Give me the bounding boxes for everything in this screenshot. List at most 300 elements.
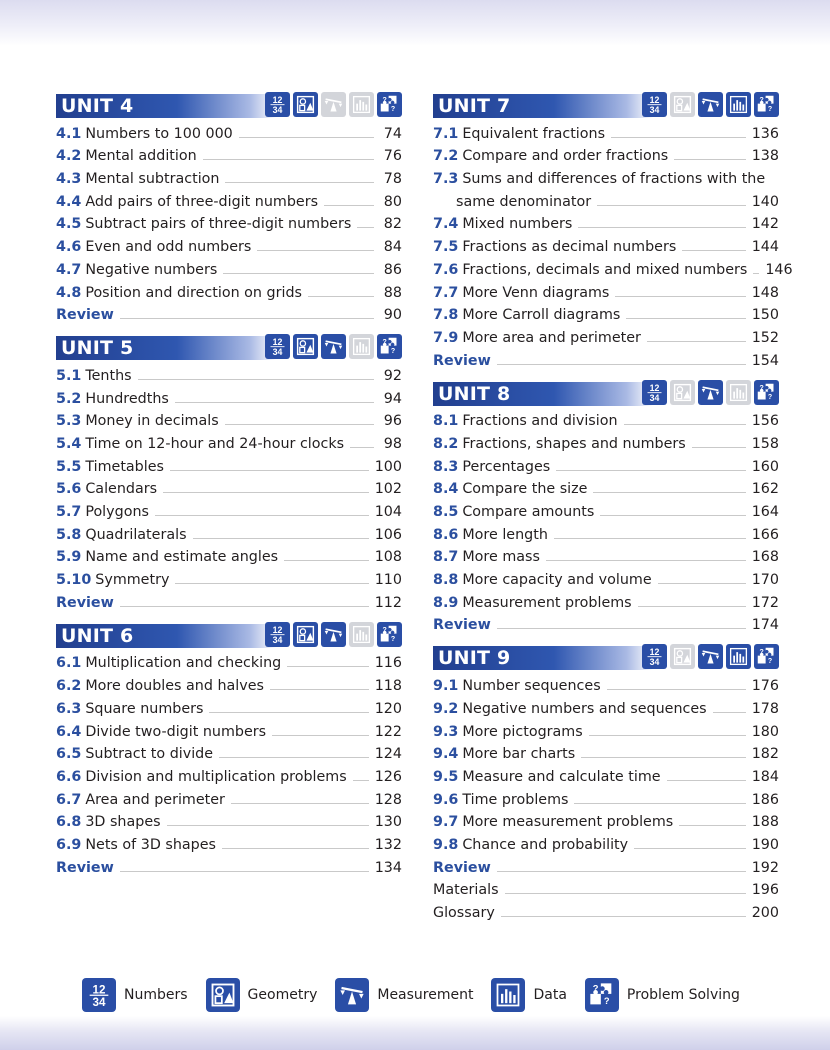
dot-leader — [505, 893, 746, 894]
page-number: 148 — [751, 284, 779, 301]
toc-entry[interactable] — [56, 741, 402, 764]
dot-leader — [713, 712, 746, 713]
page-number: 164 — [751, 504, 779, 520]
dot-leader — [647, 341, 746, 342]
section-number: 9.4 — [433, 746, 459, 763]
bottom-gradient-band — [0, 1016, 830, 1050]
unit-block — [56, 334, 402, 612]
dot-leader — [222, 848, 369, 849]
svg-text:?: ? — [767, 106, 773, 114]
section-title: Sums and differences of fractions with the — [462, 171, 766, 188]
review-entry[interactable] — [56, 302, 402, 325]
toc-entry[interactable] — [56, 165, 402, 188]
page-number: 130 — [374, 814, 402, 831]
toc-entry[interactable] — [56, 453, 402, 476]
section-number: 9.2 — [433, 700, 459, 717]
toc-entry[interactable] — [56, 362, 402, 385]
section-title: Subtract to divide — [85, 746, 214, 763]
section-title: More length — [462, 526, 548, 543]
top-gradient-band — [0, 0, 830, 46]
page-number: 176 — [751, 678, 779, 695]
page-number: 94 — [383, 390, 402, 407]
page-number: 106 — [374, 526, 402, 543]
dot-leader — [692, 447, 746, 448]
toc-entry[interactable] — [56, 672, 402, 695]
section-title: More capacity and volume — [462, 572, 652, 589]
section-title: Nets of 3D shapes — [85, 836, 216, 853]
section-title: Negative numbers — [85, 261, 218, 278]
appendix-entry[interactable] — [433, 877, 779, 900]
dot-leader — [272, 735, 369, 736]
dot-leader — [357, 227, 374, 228]
section-title: Fractions as decimal numbers — [462, 239, 677, 256]
numbers-icon — [642, 380, 667, 405]
svg-text:34: 34 — [272, 104, 283, 115]
toc-entry[interactable] — [56, 498, 402, 521]
svg-text:?: ? — [382, 339, 387, 347]
toc-entry[interactable] — [433, 211, 779, 234]
section-title: Name and estimate angles — [85, 549, 279, 566]
svg-text:?: ? — [767, 393, 773, 401]
section-title: More measurement problems — [462, 814, 674, 831]
measurement-icon — [321, 92, 346, 117]
dot-leader — [231, 803, 369, 804]
section-title: More area and perimeter — [462, 329, 641, 346]
svg-text:?: ? — [767, 658, 773, 666]
section-number: 9.6 — [433, 791, 459, 808]
page-number: 122 — [374, 723, 402, 740]
toc-entry[interactable] — [56, 695, 402, 718]
page-number: 154 — [751, 352, 779, 369]
toc-entry[interactable] — [56, 211, 402, 234]
dot-leader — [634, 848, 746, 849]
section-number: 8.8 — [433, 572, 459, 589]
page-number: 116 — [374, 655, 402, 672]
dot-leader — [611, 137, 746, 138]
page-number: 84 — [383, 239, 402, 256]
toc-entry[interactable] — [56, 786, 402, 809]
page-number: 74 — [383, 125, 402, 142]
dot-leader — [597, 205, 746, 206]
section-title: Tenths — [85, 367, 132, 384]
toc-entry[interactable] — [56, 521, 402, 544]
page-number: 200 — [751, 905, 779, 921]
page-number: 188 — [751, 814, 779, 831]
unit-header — [56, 92, 402, 118]
problem-solving-icon — [754, 92, 779, 117]
section-title: Materials — [433, 882, 499, 899]
toc-entry[interactable] — [433, 831, 779, 854]
svg-text:?: ? — [592, 983, 599, 994]
dot-leader — [497, 871, 746, 872]
section-title: Compare the size — [462, 481, 588, 498]
dot-leader — [225, 424, 374, 425]
unit-header — [433, 644, 779, 670]
section-title: More bar charts — [462, 746, 576, 763]
toc-entry[interactable] — [433, 763, 779, 786]
dot-leader — [219, 757, 369, 758]
legend-label: Data — [533, 987, 567, 1003]
section-title: Compare and order fractions — [462, 148, 669, 165]
problem-solving-icon — [377, 92, 402, 117]
toc-entry[interactable] — [56, 279, 402, 302]
legend-label: Geometry — [247, 987, 318, 1003]
dot-leader — [626, 318, 745, 319]
dot-leader — [324, 205, 374, 206]
section-number: 7.6 — [433, 261, 459, 278]
toc-entry[interactable] — [433, 476, 779, 499]
page-number: 142 — [751, 216, 779, 233]
page-number: 158 — [751, 435, 779, 452]
page-number: 124 — [374, 746, 402, 763]
svg-text:34: 34 — [649, 104, 660, 115]
dot-leader — [497, 364, 746, 365]
dot-leader — [203, 159, 374, 160]
legend-label: Measurement — [377, 987, 474, 1003]
page-number: 150 — [751, 307, 779, 324]
page-number: 102 — [374, 481, 402, 498]
dot-leader — [170, 470, 369, 471]
review-entry[interactable] — [433, 854, 779, 877]
page-number: 182 — [751, 746, 779, 763]
unit-title: UNIT 9 — [438, 647, 511, 670]
page-number: 118 — [374, 678, 402, 695]
toc-entry[interactable] — [56, 763, 402, 786]
section-number: 9.3 — [433, 723, 459, 740]
section-title: More pictograms — [462, 723, 583, 740]
section-title: Review — [433, 617, 491, 634]
section-title: Mental subtraction — [85, 171, 220, 188]
svg-text:12: 12 — [272, 624, 283, 635]
section-number: 7.5 — [433, 239, 459, 256]
measurement-icon — [698, 92, 723, 117]
problem-solving-icon — [377, 622, 402, 647]
section-number: 9.1 — [433, 678, 459, 695]
toc-entry[interactable] — [56, 809, 402, 832]
page-number: 152 — [751, 329, 779, 346]
toc-entry[interactable] — [433, 741, 779, 764]
section-number: 4.2 — [56, 148, 82, 165]
svg-text:34: 34 — [649, 657, 660, 668]
toc-entry[interactable] — [433, 672, 779, 695]
svg-text:34: 34 — [649, 392, 660, 403]
page-number: 196 — [751, 882, 779, 899]
section-number: 6.4 — [56, 723, 82, 740]
dot-leader — [120, 606, 369, 607]
page-number: 156 — [751, 413, 779, 430]
unit-block — [433, 380, 779, 635]
section-number: 5.6 — [56, 481, 82, 498]
review-entry[interactable] — [433, 612, 779, 635]
page-number: 82 — [383, 216, 402, 233]
toc-entry[interactable] — [56, 408, 402, 431]
toc-entry[interactable] — [433, 143, 779, 166]
toc-entry[interactable] — [56, 233, 402, 256]
data-icon — [726, 92, 751, 117]
dot-leader — [624, 424, 746, 425]
dot-leader — [753, 273, 759, 274]
section-number: 7.2 — [433, 148, 459, 165]
dot-leader — [593, 492, 745, 493]
section-title: Money in decimals — [85, 413, 219, 430]
svg-text:12: 12 — [649, 382, 660, 393]
unit-title: UNIT 7 — [438, 95, 511, 117]
geometry-icon — [670, 92, 695, 117]
dot-leader — [546, 560, 746, 561]
toc-column-right — [433, 92, 793, 932]
toc-entry[interactable] — [56, 385, 402, 408]
section-title: Review — [433, 352, 491, 369]
svg-text:?: ? — [759, 384, 764, 392]
section-title: Quadrilaterals — [85, 526, 187, 543]
unit-topic-icons — [265, 334, 402, 359]
problem-solving-icon — [377, 334, 402, 359]
svg-text:12: 12 — [649, 95, 660, 106]
toc-entry[interactable] — [433, 233, 779, 256]
toc-entry[interactable] — [56, 188, 402, 211]
toc-entry[interactable] — [56, 476, 402, 499]
section-title-continued: same denominator — [456, 193, 592, 210]
section-title: Calendars — [85, 481, 158, 498]
section-title: Polygons — [85, 504, 149, 520]
dot-leader — [138, 379, 374, 380]
svg-text:12: 12 — [272, 95, 283, 106]
legend-item-problem-solving — [585, 978, 740, 1012]
toc-entry[interactable] — [56, 120, 402, 143]
page-number: 166 — [751, 526, 779, 543]
svg-text:34: 34 — [92, 996, 106, 1009]
section-number: 7.4 — [433, 216, 459, 233]
toc-entry[interactable] — [433, 324, 779, 347]
section-title: Review — [56, 859, 114, 876]
dot-leader — [638, 606, 746, 607]
review-entry[interactable] — [56, 589, 402, 612]
dot-leader — [257, 250, 374, 251]
svg-text:?: ? — [390, 106, 396, 114]
section-title: Timetables — [85, 458, 164, 475]
numbers-icon — [642, 644, 667, 669]
numbers-icon — [265, 92, 290, 117]
section-title: Even and odd numbers — [85, 239, 252, 256]
section-number: 6.1 — [56, 655, 82, 672]
section-number: 5.5 — [56, 458, 82, 475]
unit-block — [56, 92, 402, 324]
geometry-icon — [670, 644, 695, 669]
page-number: 140 — [751, 193, 779, 210]
dot-leader — [667, 780, 746, 781]
section-number: 9.5 — [433, 768, 459, 785]
unit-topic-icons — [642, 92, 779, 117]
toc-entry[interactable] — [433, 453, 779, 476]
svg-text:?: ? — [603, 995, 610, 1006]
section-title: Hundredths — [85, 390, 169, 407]
page-number: 128 — [374, 791, 402, 808]
problem-solving-icon — [754, 644, 779, 669]
section-number: 5.7 — [56, 504, 82, 520]
page-number: 92 — [383, 367, 402, 384]
numbers-icon — [642, 92, 667, 117]
toc-entry[interactable] — [433, 566, 779, 589]
toc-entry[interactable] — [433, 521, 779, 544]
toc-entry[interactable] — [433, 279, 779, 302]
toc-entry[interactable] — [56, 650, 402, 673]
page-number: 170 — [751, 572, 779, 589]
section-title: Percentages — [462, 458, 551, 475]
dot-leader — [193, 538, 369, 539]
legend-item-data — [491, 978, 566, 1012]
unit-block — [56, 622, 402, 877]
section-title: Fractions, shapes and numbers — [462, 435, 686, 452]
dot-leader — [287, 666, 368, 667]
unit-header — [56, 622, 402, 648]
section-number: 5.2 — [56, 390, 82, 407]
page-number: 180 — [751, 723, 779, 740]
page-number: 178 — [751, 700, 779, 717]
section-title: 3D shapes — [85, 814, 161, 831]
unit-header — [56, 334, 402, 360]
dot-leader — [175, 402, 374, 403]
toc-entry[interactable] — [433, 809, 779, 832]
dot-leader — [223, 273, 374, 274]
section-number: 4.8 — [56, 284, 82, 301]
toc-entry[interactable] — [433, 120, 779, 143]
dot-leader — [120, 871, 369, 872]
section-title: Divide two-digit numbers — [85, 723, 267, 740]
dot-leader — [175, 583, 368, 584]
section-number: 4.7 — [56, 261, 82, 278]
toc-entry[interactable] — [56, 718, 402, 741]
appendix-entry[interactable] — [433, 899, 779, 922]
page-number: 78 — [383, 171, 402, 188]
data-icon — [349, 334, 374, 359]
geometry-icon — [293, 334, 318, 359]
section-number: 8.6 — [433, 526, 459, 543]
numbers-icon — [265, 622, 290, 647]
section-title: Negative numbers and sequences — [462, 700, 707, 717]
section-title: Division and multiplication problems — [85, 768, 347, 785]
page-number: 104 — [374, 504, 402, 520]
measurement-icon — [321, 622, 346, 647]
unit-title: UNIT 4 — [61, 95, 134, 117]
unit-title: UNIT 5 — [61, 337, 134, 360]
section-title: Time on 12-hour and 24-hour clocks — [85, 435, 345, 452]
section-title: More Carroll diagrams — [462, 307, 621, 324]
section-title: Review — [433, 859, 491, 876]
page-number: 162 — [751, 481, 779, 498]
section-title: More mass — [462, 549, 540, 566]
toc-entry[interactable] — [433, 544, 779, 567]
unit-block — [433, 644, 779, 922]
section-number: 5.1 — [56, 367, 82, 384]
section-number: 5.4 — [56, 435, 82, 452]
toc-entry[interactable] — [433, 786, 779, 809]
page-number: 80 — [383, 193, 402, 210]
toc-entry[interactable] — [56, 256, 402, 279]
data-icon — [349, 622, 374, 647]
section-number: 6.6 — [56, 768, 82, 785]
legend-label: Numbers — [124, 987, 188, 1003]
unit-topic-icons — [265, 622, 402, 647]
toc-entry[interactable] — [433, 498, 779, 521]
dot-leader — [163, 492, 369, 493]
svg-text:?: ? — [759, 96, 764, 104]
toc-entry[interactable] — [433, 408, 779, 431]
dot-leader — [284, 560, 369, 561]
section-number: 8.4 — [433, 481, 459, 498]
section-title: Mixed numbers — [462, 216, 573, 233]
page-number: 100 — [374, 458, 402, 475]
geometry-icon — [293, 622, 318, 647]
dot-leader — [674, 159, 746, 160]
measurement-icon — [321, 334, 346, 359]
dot-leader — [209, 712, 368, 713]
section-title: Chance and probability — [462, 836, 629, 853]
section-number: 5.3 — [56, 413, 82, 430]
section-number: 5.10 — [56, 572, 92, 589]
toc-entry[interactable] — [433, 718, 779, 741]
unit-header — [433, 92, 779, 118]
review-entry[interactable] — [56, 854, 402, 877]
numbers-icon — [82, 978, 116, 1012]
toc-entry[interactable] — [433, 256, 793, 279]
page-number: 184 — [751, 768, 779, 785]
dot-leader — [556, 470, 745, 471]
legend-label: Problem Solving — [626, 987, 740, 1003]
page-number: 134 — [374, 859, 402, 876]
svg-text:34: 34 — [272, 347, 283, 357]
page-number: 186 — [751, 791, 779, 808]
dot-leader — [501, 916, 746, 917]
section-title: Square numbers — [85, 700, 204, 717]
page-number: 96 — [383, 413, 402, 430]
toc-entry[interactable] — [56, 831, 402, 854]
section-title: More Venn diagrams — [462, 284, 610, 301]
section-title: Measure and calculate time — [462, 768, 661, 785]
toc-entry-continued[interactable] — [433, 188, 779, 211]
dot-leader — [308, 296, 374, 297]
section-number: 8.5 — [433, 504, 459, 520]
svg-text:34: 34 — [272, 634, 283, 645]
geometry-icon — [293, 92, 318, 117]
toc-entry[interactable] — [56, 544, 402, 567]
toc-entry[interactable] — [433, 589, 779, 612]
page-number: 110 — [374, 572, 402, 589]
data-icon — [349, 92, 374, 117]
toc-entry[interactable] — [56, 143, 402, 166]
section-number: 4.3 — [56, 171, 82, 188]
data-icon — [491, 978, 525, 1012]
unit-header — [433, 380, 779, 406]
section-number: 7.7 — [433, 284, 459, 301]
toc-entry[interactable] — [56, 430, 402, 453]
toc-entry[interactable] — [56, 566, 402, 589]
page-number: 120 — [374, 700, 402, 717]
page-number: 192 — [751, 859, 779, 876]
problem-solving-icon — [585, 978, 619, 1012]
toc-entry[interactable] — [433, 165, 779, 188]
section-title: Area and perimeter — [85, 791, 225, 808]
toc-entry[interactable] — [433, 430, 779, 453]
page-number: 144 — [751, 239, 779, 256]
section-title: Subtract pairs of three-digit numbers — [85, 216, 352, 233]
section-title: Numbers to 100 000 — [85, 125, 233, 142]
section-number: 4.1 — [56, 125, 82, 142]
review-entry[interactable] — [433, 347, 779, 370]
toc-entry[interactable] — [433, 695, 779, 718]
dot-leader — [679, 825, 745, 826]
section-title: Review — [56, 594, 114, 611]
toc-entry[interactable] — [433, 302, 779, 325]
